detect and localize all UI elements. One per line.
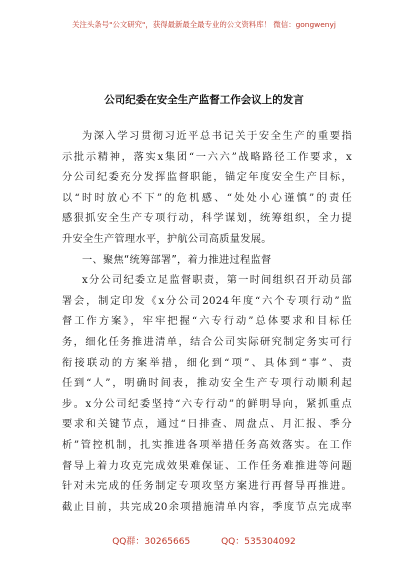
paragraph-line: 任到“人”，明确时间表，推动安全生产专项行动顺利起	[62, 378, 352, 390]
paragraph-line: 要求和关键节点，通过“日排查、周盘点、月汇报、季分	[62, 419, 352, 431]
paragraph-line: 感狠抓安全生产专项行动，科学谋划，统筹组织，全力提	[62, 213, 352, 225]
paragraph-line: 步。x分公司纪委坚持“六专行动”的鲜明导向，紧抓重点	[62, 398, 352, 410]
paragraph-line: x分公司纪委立足监督职责，第一时间组织召开动员部	[82, 275, 352, 287]
promo-banner: 关注头条号"公文研究"，获得最新最全最专业的公文资料库！ 微信：gongwenyj	[72, 20, 336, 29]
qq-group-number: QQ群：30265665	[112, 537, 191, 547]
paragraph-line: 分公司纪委充分发挥监督职能，锚定年度安全生产目标，	[62, 172, 352, 184]
paragraph-line: 针对未完成的任务制定专项攻坚方案进行再督导再推进。	[62, 481, 352, 493]
page-title: 公司纪委在安全生产监督工作会议上的发言	[104, 94, 304, 106]
paragraph-line: 务，细化任务推进清单，结合公司实际研究制定务实可行	[62, 336, 352, 348]
paragraph-line: 督导上着力攻克完成效果难保证、工作任务难推进等问题	[62, 460, 352, 472]
qq-number: QQ：535304092	[221, 537, 296, 547]
paragraph-line: 升安全生产管理水平，护航公司高质量发展。	[62, 233, 272, 245]
paragraph-line: 为深入学习贯彻习近平总书记关于安全生产的重要指	[82, 131, 352, 142]
paragraph-line: 署会，制定印发《x分公司2024年度“六个专项行动”监	[62, 295, 352, 307]
section-heading: 一、聚焦“统筹部署”，着力推进过程监督	[82, 254, 272, 266]
paragraph-line: 以“时时放心不下”的危机感、“处处小心谨慎”的责任	[62, 192, 352, 204]
document-body	[62, 127, 352, 518]
paragraph-line: 截止目前，共完成20余项措施清单内容，季度节点完成率	[62, 501, 352, 513]
paragraph-line: 示批示精神，落实x集团“一六六”战略路径工作要求，x	[62, 151, 352, 163]
contact-footer	[0, 536, 408, 548]
paragraph-line: 督工作方案》，牢牢把握“六专行动”总体要求和目标任	[62, 316, 352, 328]
paragraph-line: 衔接联动的方案举措，细化到“项”、具体到“事”、责	[62, 357, 352, 369]
paragraph-line: 析”管控机制，扎实推进各项举措任务高效落实。在工作	[62, 439, 352, 451]
